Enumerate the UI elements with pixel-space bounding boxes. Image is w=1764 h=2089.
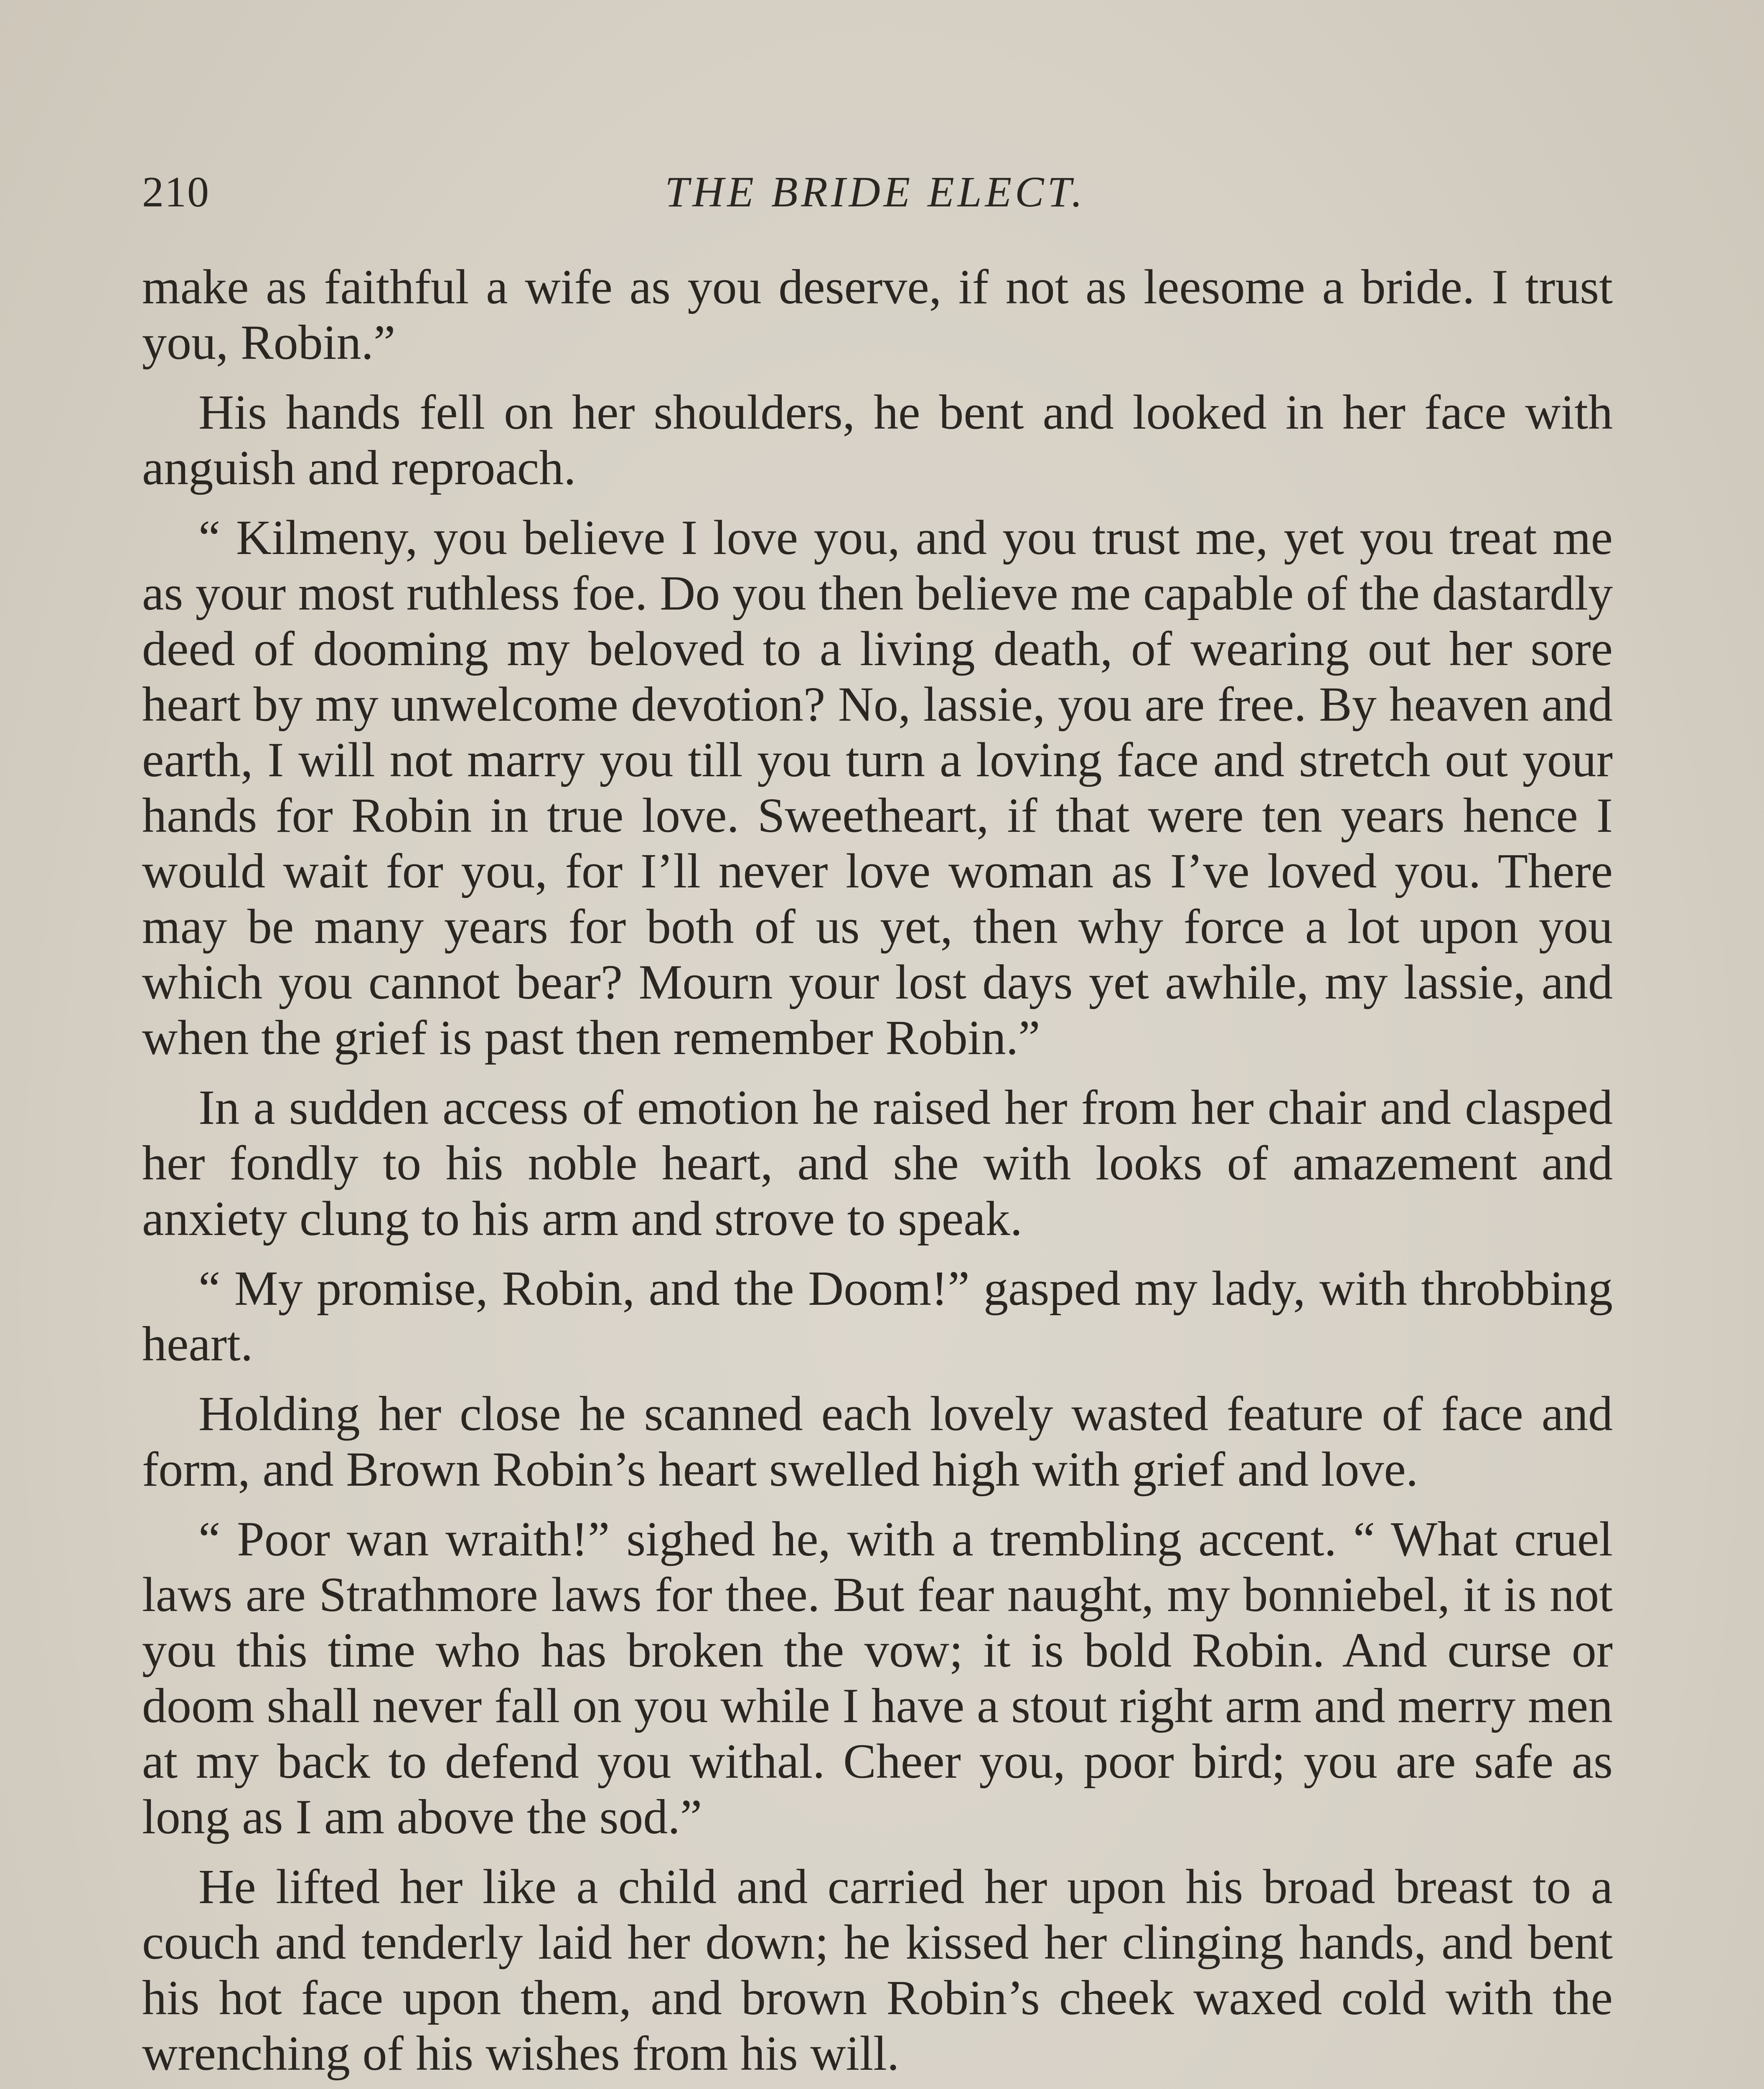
paragraph: make as faithful a wife as you deserve, if not as leesome a bride. I trust you, Robin.”: [142, 259, 1613, 370]
body-text: [142, 259, 1613, 2089]
paragraph: He lifted her like a child and carried her upon his broad breast to a couch and tenderly laid her down; he kissed her clinging hands, and bent his hot face upon them, and brown Robin’s cheek waxed cold with the wrenching of his wishes from his will.: [142, 1859, 1613, 2081]
running-title: THE BRIDE ELECT.: [665, 168, 1086, 216]
paragraph: “ Kilmeny, you believe I love you, and you trust me, yet you treat me as your most ruthless foe. Do you then believe me capable of the dastardly deed of dooming my beloved to a living death, of wearing out her sore heart by my unwelcome devotion? No, lassie, you are free. By heaven and earth, I will not marry you till you turn a loving face and stretch out your hands for Robin in true love. Sweetheart, if that were ten years hence I would wait for you, for I’ll never love woman as I’ve loved you. There may be many years for both of us yet, then why force a lot upon you which you cannot bear? Mourn your lost days yet awhile, my lassie, and when the grief is past then remember Robin.”: [142, 510, 1613, 1065]
paragraph: Holding her close he scanned each lovely wasted feature of face and form, and Brown Robin’s heart swelled high with grief and love.: [142, 1386, 1613, 1497]
page-number: 210: [142, 168, 210, 216]
paragraph: His hands fell on her shoulders, he bent and looked in her face with anguish and reproach.: [142, 385, 1613, 495]
paragraph: “ Poor wan wraith!” sighed he, with a trembling accent. “ What cruel laws are Strathmore laws for thee. But fear naught, my bonniebel, it is not you this time who has broken the vow; it is bold Robin. And curse or doom shall never fall on you while I have a stout right arm and merry men at my back to defend you withal. Cheer you, poor bird; you are safe as long as I am above the sod.”: [142, 1512, 1613, 1844]
page-header: [142, 159, 1609, 234]
paragraph: In a sudden access of emotion he raised her from her chair and clasped her fondly to his noble heart, and she with looks of amazement and anxiety clung to his arm and strove to speak.: [142, 1080, 1613, 1246]
paragraph: “ My promise, Robin, and the Doom!” gasped my lady, with throbbing heart.: [142, 1261, 1613, 1371]
